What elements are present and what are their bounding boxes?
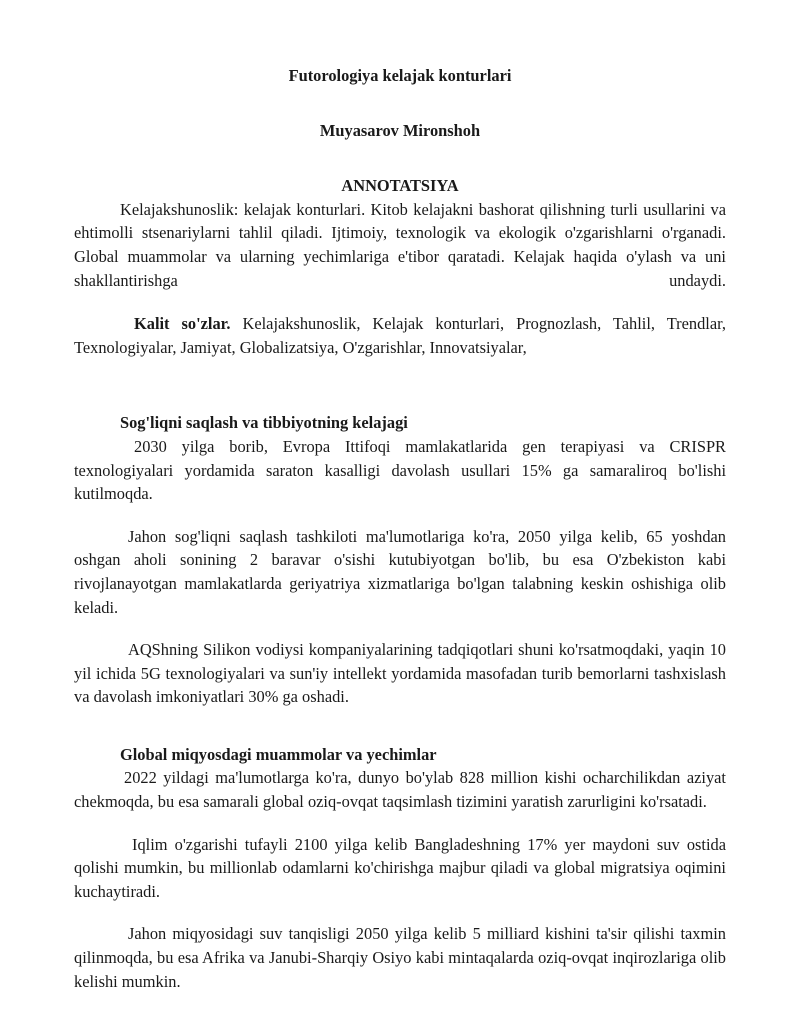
- section-paragraph: Jahon miqyosidagi suv tanqisligi 2050 yilga kelib 5 milliard kishini ta'sir qilishi taxmin qilinmoqda, bu esa Afrika va Janubi-Sharqiy Osiyo kabi mintaqalarda oziq-ovqat inqirozlariga olib kelishi mumkin.: [74, 924, 726, 991]
- section-heading-health: Sog'liqni saqlash va tibbiyotning kelajagi: [120, 413, 408, 433]
- keywords-paragraph: [74, 312, 726, 359]
- keywords-label: Kalit so'zlar.: [134, 314, 231, 334]
- section-paragraph: 2030 yilga borib, Evropa Ittifoqi mamlakatlarida gen terapiyasi va CRISPR texnologiyalari yordamida saraton kasalligi davolash usullari 15% ga samaraliroq bo'lishi kutilmoqda.: [74, 436, 726, 504]
- section-paragraph: AQShning Silikon vodiysi kompaniyalarining tadqiqotlari shuni ko'rsatmoqdaki, yaqin 10 yil ichida 5G texnologiyalari va sun'iy intellekt yordamida masofadan turib bemorlarni tashxislash va davolash imkoniyatlari 30% ga oshadi.: [74, 640, 726, 707]
- author-name: Muyasarov Mironshoh: [319, 120, 481, 140]
- section-paragraph: 2022 yildagi ma'lumotlarga ko'ra, dunyo bo'ylab 828 million kishi ocharchilikdan aziyat chekmoqda, bu esa samarali global oziq-ovqat taqsimlash tizimini yaratish zarurligini ko'rsatadi.: [74, 768, 726, 812]
- section-heading-global: Global miqyosdagi muammolar va yechimlar: [120, 744, 437, 764]
- section-paragraph: Iqlim o'zgarishi tufayli 2100 yilga kelib Bangladeshning 17% yer maydoni suv ostida qolishi mumkin, bu millionlab odamlarni ko'chirishga majbur qiladi va global migratsiya oqimini kuchaytiradi.: [74, 834, 726, 901]
- document-title: Futorologiya kelajak konturlari: [288, 66, 512, 85]
- section-paragraph: Jahon sog'liqni saqlash tashkiloti ma'lumotlariga ko'ra, 2050 yilga kelib, 65 yoshdan oshgan aholi sonining 2 baravar o'sishi kutubiyotgan bo'lib, bu esa O'zbekiston kabi rivojlanayotgan mamlakatlarda geriyatriya xizmatlariga bo'lgan talabning keskin oshishiga olib keladi.: [74, 526, 726, 617]
- annotation-paragraph: Kelajakshunoslik: kelajak konturlari. Kitob kelajakni bashorat qilishning turli usullarini va ehtimolli stsenariylarni tahlil qiladi. Ijtimoiy, texnologik va ekologik o'zgarishlarni o'rganadi. Global muammolar va ularning yechimlariga e'tibor qaratadi. Kelajak haqida o'ylash va uni shakllantirishga undaydi.: [74, 199, 726, 290]
- keywords-list: Kelajakshunoslik, Kelajak konturlari, Prognozlash, Tahlil, Trendlar, Texnologiyalar, Jamiyat, Globalizatsiya, O'zgarishlar, Innovatsiyalar,: [74, 314, 726, 357]
- annotation-heading: ANNOTATSIYA: [341, 176, 459, 196]
